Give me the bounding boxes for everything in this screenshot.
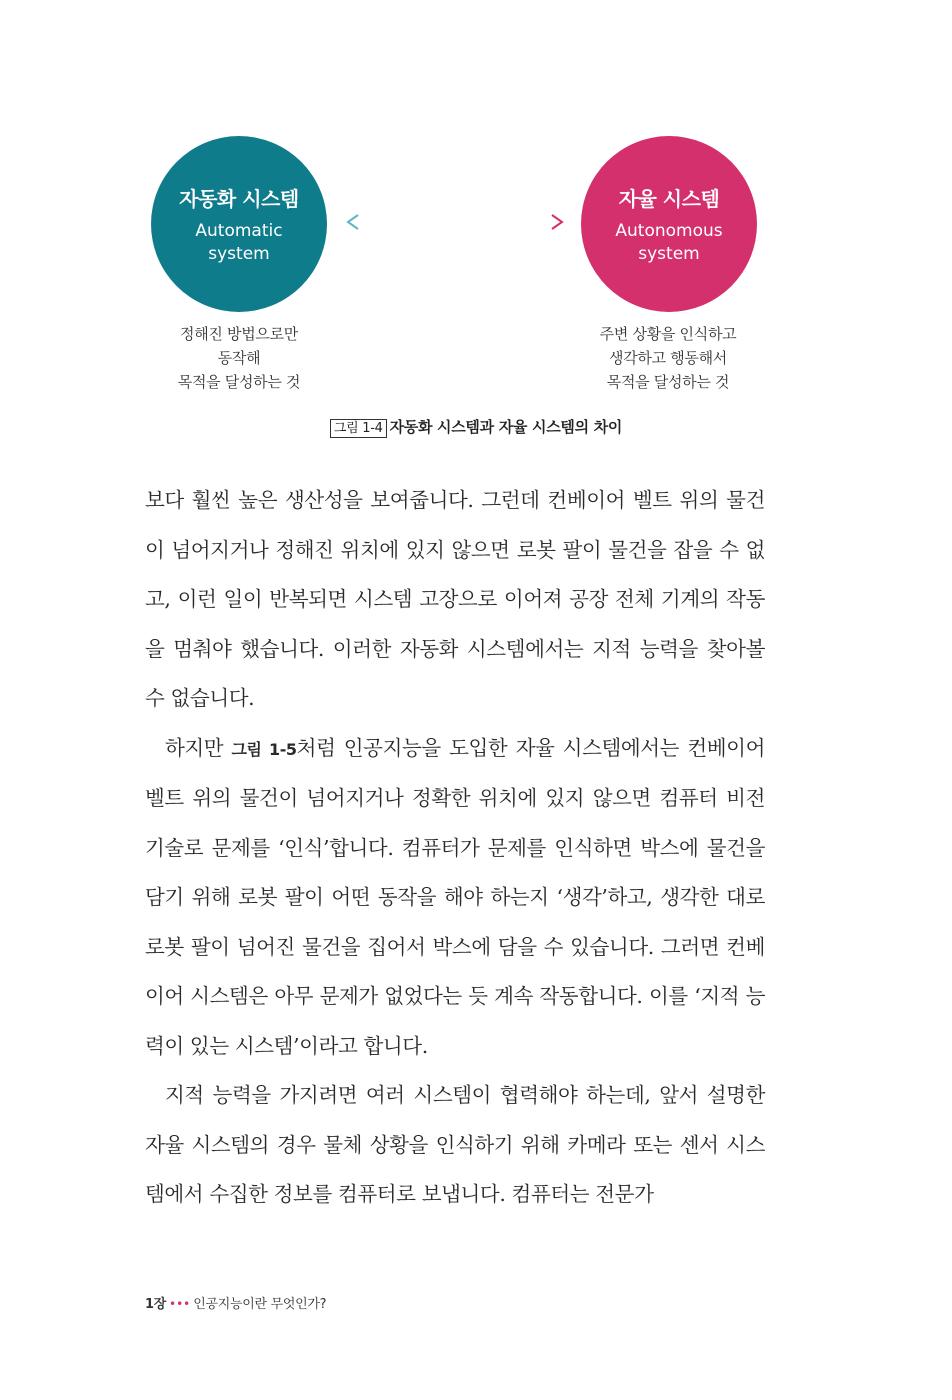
autonomous-system-description (538, 322, 798, 394)
paragraph-2-start: 하지만 (165, 735, 232, 760)
page-footer (145, 1293, 326, 1312)
paragraph-3: 지적 능력을 가지려면 여러 시스템이 협력해야 하는데, 앞서 설명한 자율 시스템의 경우 물체 상황을 인식하기 위해 카메라 또는 센서 시스템에서 수집한 정보를 컴퓨터로 보냅니다. 컴퓨터는 전문가 (145, 1083, 765, 1206)
figure-caption-text: 자동화 시스템과 자율 시스템의 차이 (389, 418, 623, 436)
automatic-system-title-en-2: system (208, 243, 270, 264)
figure-reference: 그림 1-5 (231, 739, 297, 759)
description-line: 동작해 (217, 349, 261, 367)
autonomous-system-title-ko: 자율 시스템 (618, 186, 720, 211)
automatic-system-circle (151, 136, 327, 312)
description-line: 주변 상황을 인식하고 (599, 325, 737, 343)
figure-number-label: 그림 1-4 (330, 419, 387, 438)
chapter-number: 1장 (145, 1297, 167, 1312)
autonomous-system-title-en-1: Autonomous (615, 220, 723, 241)
description-line: 정해진 방법으로만 (180, 325, 298, 343)
paragraph-2 (145, 724, 765, 1072)
autonomous-system-title-en-2: system (638, 243, 700, 264)
body-text (145, 476, 765, 1220)
double-arrow-icon (340, 210, 570, 234)
dots-icon: ••• (169, 1297, 191, 1311)
automatic-system-title-en-1: Automatic (195, 220, 283, 241)
autonomous-system-circle (581, 136, 757, 312)
description-line: 생각하고 행동해서 (609, 349, 727, 367)
description-line: 목적을 달성하는 것 (606, 373, 730, 391)
chapter-title: 인공지능이란 무엇인가? (193, 1297, 327, 1312)
description-line: 목적을 달성하는 것 (177, 373, 301, 391)
automatic-system-title-ko: 자동화 시스템 (179, 186, 299, 211)
automatic-system-description (109, 322, 369, 394)
paragraph-1: 보다 훨씬 높은 생산성을 보여줍니다. 그런데 컨베이어 벨트 위의 물건이 넘어지거나 정해진 위치에 있지 않으면 로봇 팔이 물건을 잡을 수 없고, 이런 일이 반복되면 시스템 고장으로 이어져 공장 전체 기계의 작동을 멈춰야 했습니다. 이러한 자동화 시스템에서는 지적 능력을 찾아볼 수 없습니다. (145, 488, 765, 710)
paragraph-2-rest: 처럼 인공지능을 도입한 자율 시스템에서는 컨베이어 벨트 위의 물건이 넘어지거나 정확한 위치에 있지 않으면 컴퓨터 비전 기술로 문제를 ‘인식’합니다. 컴퓨터가 문제를 인식하면 박스에 물건을 담기 위해 로봇 팔이 어떤 동작을 해야 하는지 ‘생각’하고, 생각한 대로 로봇 팔이 넘어진 물건을 집어서 박스에 담을 수 있습니다. 그러면 컨베이어 시스템은 아무 문제가 없었다는 듯 계속 작동합니다. 이를 ‘지적 능력이 있는 시스템’이라고 합니다. (145, 735, 765, 1058)
figure-caption (0, 416, 952, 438)
